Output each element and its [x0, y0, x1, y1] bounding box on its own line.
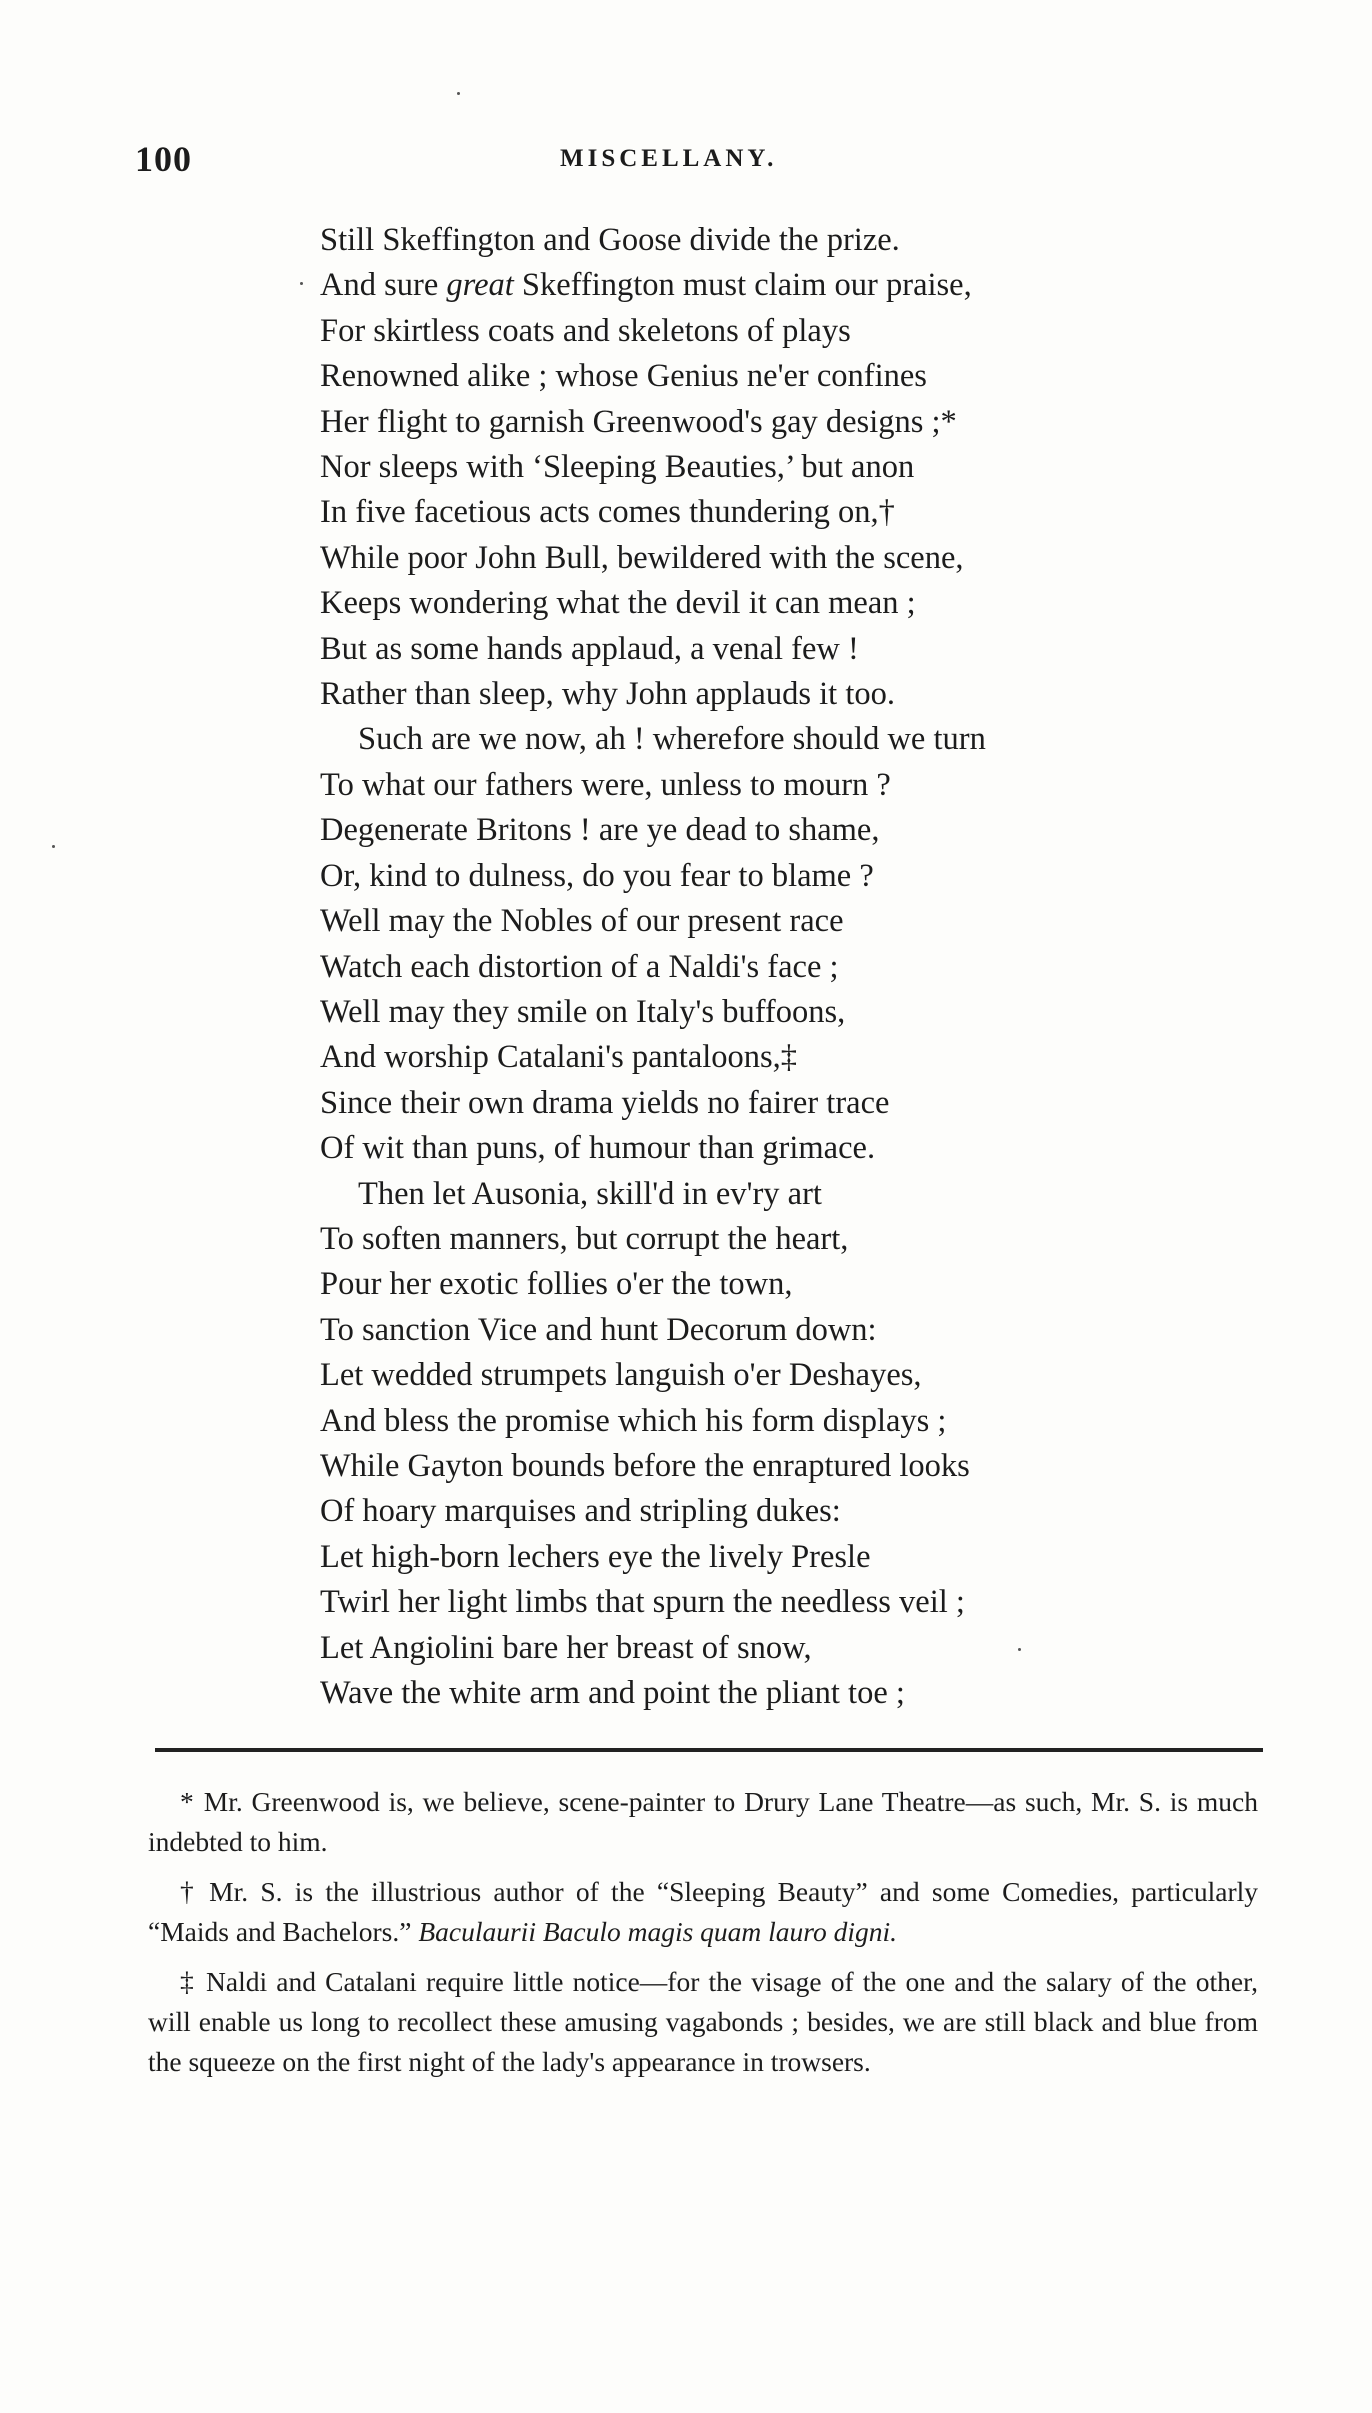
ink-speck — [52, 845, 55, 848]
footnote — [148, 1782, 1258, 1862]
poem-line: Twirl her light limbs that spurn the needless veil ; — [320, 1584, 965, 1621]
poem-line: To sanction Vice and hunt Decorum down: — [320, 1311, 877, 1348]
footnote — [148, 1872, 1258, 1952]
poem-line: Wave the white arm and point the pliant toe ; — [320, 1675, 905, 1711]
footnote-text: Mr. S. is the illustrious author of the “Sleeping Beauty” and some Comedies, particularly “Maids and Bachelors.” — [148, 1876, 1259, 1947]
poem-line: Of wit than puns, of humour than grimace. — [320, 1130, 876, 1167]
footnote-marker: † — [180, 1876, 200, 1907]
poem-line: Such are we now, ah ! wherefore should we turn — [358, 721, 986, 758]
poem-line: Let high-born lechers eye the lively Presle — [320, 1538, 871, 1575]
footnote-divider — [155, 1748, 1263, 1752]
footnote — [148, 1962, 1258, 2082]
poem-line: Still Skeffington and Goose divide the prize. — [320, 222, 900, 258]
poem-line: Or, kind to dulness, do you fear to blame ? — [320, 857, 874, 894]
poem-line: And bless the promise which his form displays ; — [320, 1402, 947, 1439]
poem-line: Rather than sleep, why John applauds it too. — [320, 676, 895, 713]
poem-line: In five facetious acts comes thundering on,† — [320, 494, 895, 531]
footnote-marker: ‡ — [180, 1966, 197, 1997]
footnote-marker: * — [180, 1786, 194, 1817]
poem-line: But as some hands applaud, a venal few ! — [320, 630, 859, 667]
poem-line: Degenerate Britons ! are ye dead to shame, — [320, 812, 880, 849]
poem-line: For skirtless coats and skeletons of plays — [320, 312, 851, 349]
page-number: 100 — [135, 139, 192, 179]
poem-line: Pour her exotic follies o'er the town, — [320, 1266, 793, 1303]
ink-speck — [457, 92, 460, 95]
running-title: MISCELLANY. — [560, 145, 778, 172]
poem-line: While poor John Bull, bewildered with the scene, — [320, 539, 964, 576]
footnote-text: Naldi and Catalani require little notice—for the visage of the one and the salary of the other, will enable us long to recollect these amusing vagabonds ; besides, we are still black and blue from the squeeze on the first night of the lady's appearance in trowsers. — [148, 1966, 1258, 2077]
footnote-text: Mr. Greenwood is, we believe, scene-painter to Drury Lane Theatre—as such, Mr. S. is much indebted to him. — [148, 1786, 1258, 1857]
poem-line: Let Angiolini bare her breast of snow, — [320, 1629, 812, 1666]
poem-line: And worship Catalani's pantaloons,‡ — [320, 1039, 798, 1076]
poem-line: Let wedded strumpets languish o'er Deshayes, — [320, 1357, 922, 1394]
poem-line: To what our fathers were, unless to mourn ? — [320, 766, 891, 803]
poem-line: Watch each distortion of a Naldi's face ; — [320, 948, 839, 985]
poem-line: Her flight to garnish Greenwood's gay designs ;* — [320, 403, 957, 440]
footnotes — [148, 1782, 1258, 2092]
poem-line: And sure great Skeffington must claim our praise, — [320, 267, 972, 304]
ink-speck — [300, 282, 303, 285]
poem-line: To soften manners, but corrupt the heart, — [320, 1220, 849, 1257]
poem-line: While Gayton bounds before the enraptured looks — [320, 1447, 970, 1484]
footnote-latin-quote: Baculaurii Baculo magis quam lauro digni. — [418, 1916, 898, 1947]
poem-line: Well may they smile on Italy's buffoons, — [320, 993, 846, 1030]
poem-line: Keeps wondering what the devil it can mean ; — [320, 585, 916, 622]
poem-line: Well may the Nobles of our present race — [320, 903, 844, 940]
poem-line: Of hoary marquises and stripling dukes: — [320, 1493, 841, 1530]
poem-line: Nor sleeps with ‘Sleeping Beauties,’ but anon — [320, 449, 915, 486]
poem-text — [320, 218, 1220, 1716]
poem-line: Since their own drama yields no fairer trace — [320, 1084, 890, 1121]
poem-line: Renowned alike ; whose Genius ne'er confines — [320, 358, 927, 395]
poem-line: Then let Ausonia, skill'd in ev'ry art — [358, 1175, 822, 1212]
